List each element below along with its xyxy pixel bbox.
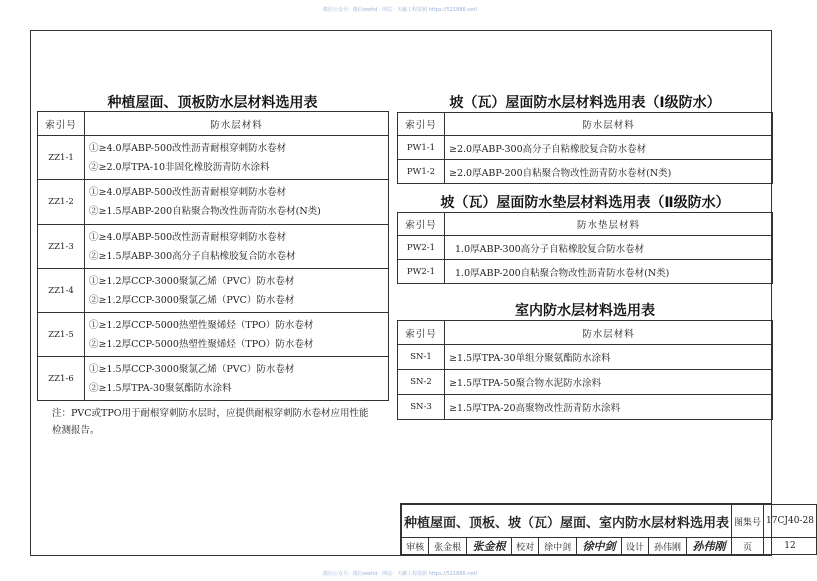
row-material xyxy=(85,269,389,313)
row-material: 1.0厚ABP-200自粘聚合物改性沥青防水卷材(N类) xyxy=(445,260,773,284)
table-row xyxy=(38,269,389,313)
table-row xyxy=(38,136,389,180)
row-material xyxy=(85,136,389,180)
watermark-bottom: 微信公众号：微信wwhd · 网站：天籁工程资源 https://521886.net/ xyxy=(322,571,478,577)
material-line: ②≥2.0厚TPA-10非固化橡胶沥青防水涂料 xyxy=(89,161,270,173)
material-line: ①≥1.2厚CCP-3000聚氯乙烯（PVC）防水卷材 xyxy=(89,275,295,287)
indoor-table xyxy=(397,320,773,420)
planting-table xyxy=(37,111,389,401)
table-row xyxy=(38,313,389,357)
row-material xyxy=(85,180,389,225)
row-index: ZZ1-1 xyxy=(38,136,85,180)
slope2-table-title: 坡（瓦）屋面防水垫层材料选用表（Ⅱ级防水） xyxy=(440,195,730,211)
row-material xyxy=(85,313,389,357)
material-line: ①≥1.5厚CCP-3000聚氯乙烯（PVC）防水卷材 xyxy=(89,363,295,375)
row-material: ≥1.5厚TPA-30单组分聚氨酯防水涂料 xyxy=(445,345,773,370)
slope1-table-title: 坡（瓦）屋面防水层材料选用表（Ⅰ级防水） xyxy=(449,95,721,111)
row-index: ZZ1-4 xyxy=(38,269,85,313)
reviewer-name: 张金根 xyxy=(429,538,467,555)
material-line: ①≥4.0厚ABP-500改性沥青耐根穿刺防水卷材 xyxy=(89,231,287,243)
design-label: 设计 xyxy=(621,538,648,555)
header-material: 防水层材料 xyxy=(85,112,389,136)
row-material: ≥2.0厚ABP-200自粘聚合物改性沥青防水卷材(N类) xyxy=(445,160,773,184)
watermark-top: 微信公众号：微信wwhd · 网站：天籁工程资源 https://521886.net/ xyxy=(322,7,478,13)
row-index: SN-1 xyxy=(398,345,445,370)
row-material: 1.0厚ABP-300高分子自粘橡胶复合防水卷材 xyxy=(445,236,773,260)
row-index: SN-2 xyxy=(398,370,445,395)
table-row xyxy=(38,180,389,225)
table-row xyxy=(398,345,773,370)
designer-name: 孙伟刚 xyxy=(649,538,687,555)
material-line: ①≥4.0厚ABP-500改性沥青耐根穿刺防水卷材 xyxy=(89,187,287,198)
row-index: ZZ1-3 xyxy=(38,225,85,269)
row-index: ZZ1-5 xyxy=(38,313,85,357)
table-row xyxy=(398,370,773,395)
material-line: ②≥1.2厚CCP-3000聚氯乙烯（PVC）防水卷材 xyxy=(89,294,295,306)
row-material: ≥1.5厚TPA-50聚合物水泥防水涂料 xyxy=(445,370,773,395)
row-index: ZZ1-6 xyxy=(38,357,85,401)
planting-note: 注：PVC或TPO用于耐根穿刺防水层时，应提供耐根穿刺防水卷材应用性能检测报告。 xyxy=(52,408,369,436)
header-material: 防水垫层材料 xyxy=(445,213,773,236)
table-row xyxy=(398,136,773,160)
table-header xyxy=(398,113,773,136)
atlas-number: 17CJ40-28 xyxy=(764,505,817,538)
planting-table-title: 种植屋面、顶板防水层材料选用表 xyxy=(107,95,318,111)
reviewer-signature: 张金根 xyxy=(467,538,512,555)
check-label: 校对 xyxy=(511,538,538,555)
title-block xyxy=(400,503,814,555)
table-header xyxy=(398,213,773,236)
row-index: PW2-1 xyxy=(398,236,445,260)
material-line: ②≥1.2厚CCP-5000热塑性聚烯烃（TPO）防水卷材 xyxy=(89,338,314,350)
header-material: 防水层材料 xyxy=(445,321,773,345)
table-row xyxy=(398,395,773,420)
table-row xyxy=(38,225,389,269)
table-row xyxy=(398,260,773,284)
header-index: 索引号 xyxy=(398,213,445,236)
review-label: 审核 xyxy=(402,538,429,555)
row-material xyxy=(85,225,389,269)
table-row xyxy=(38,357,389,401)
material-line: ①≥1.2厚CCP-5000热塑性聚烯烃（TPO）防水卷材 xyxy=(89,319,314,331)
row-material: ≥1.5厚TPA-20高聚物改性沥青防水涂料 xyxy=(445,395,773,420)
row-index: PW1-2 xyxy=(398,160,445,184)
table-header xyxy=(398,321,773,345)
table-header xyxy=(38,112,389,136)
table-row xyxy=(398,160,773,184)
row-material: ≥2.0厚ABP-300高分子自粘橡胶复合防水卷材 xyxy=(445,136,773,160)
material-line: ②≥1.5厚TPA-30聚氨酯防水涂料 xyxy=(89,382,232,394)
page-label: 页 xyxy=(732,538,764,555)
atlas-label: 图集号 xyxy=(732,505,764,538)
header-material: 防水层材料 xyxy=(445,113,773,136)
checker-name: 徐中剑 xyxy=(539,538,577,555)
checker-signature: 徐中剑 xyxy=(577,538,622,555)
header-index: 索引号 xyxy=(398,113,445,136)
header-index: 索引号 xyxy=(398,321,445,345)
material-line: ②≥1.5厚ABP-200自粘聚合物改性沥青防水卷材(N类) xyxy=(89,206,321,217)
indoor-table-title: 室内防水层材料选用表 xyxy=(515,303,655,319)
table-row xyxy=(398,236,773,260)
page-number: 12 xyxy=(764,538,817,555)
row-index: PW1-1 xyxy=(398,136,445,160)
material-line: ①≥4.0厚ABP-500改性沥青耐根穿刺防水卷材 xyxy=(89,142,287,154)
header-index: 索引号 xyxy=(38,112,85,136)
slope1-table xyxy=(397,112,773,184)
material-line: ②≥1.5厚ABP-300高分子自粘橡胶复合防水卷材 xyxy=(89,250,296,262)
row-index: SN-3 xyxy=(398,395,445,420)
slope2-table xyxy=(397,212,773,284)
drawing-title: 种植屋面、顶板、坡（瓦）屋面、室内防水层材料选用表 xyxy=(402,505,732,538)
row-index: ZZ1-2 xyxy=(38,180,85,225)
row-index: PW2-1 xyxy=(398,260,445,284)
designer-signature: 孙伟刚 xyxy=(686,538,731,555)
row-material xyxy=(85,357,389,401)
